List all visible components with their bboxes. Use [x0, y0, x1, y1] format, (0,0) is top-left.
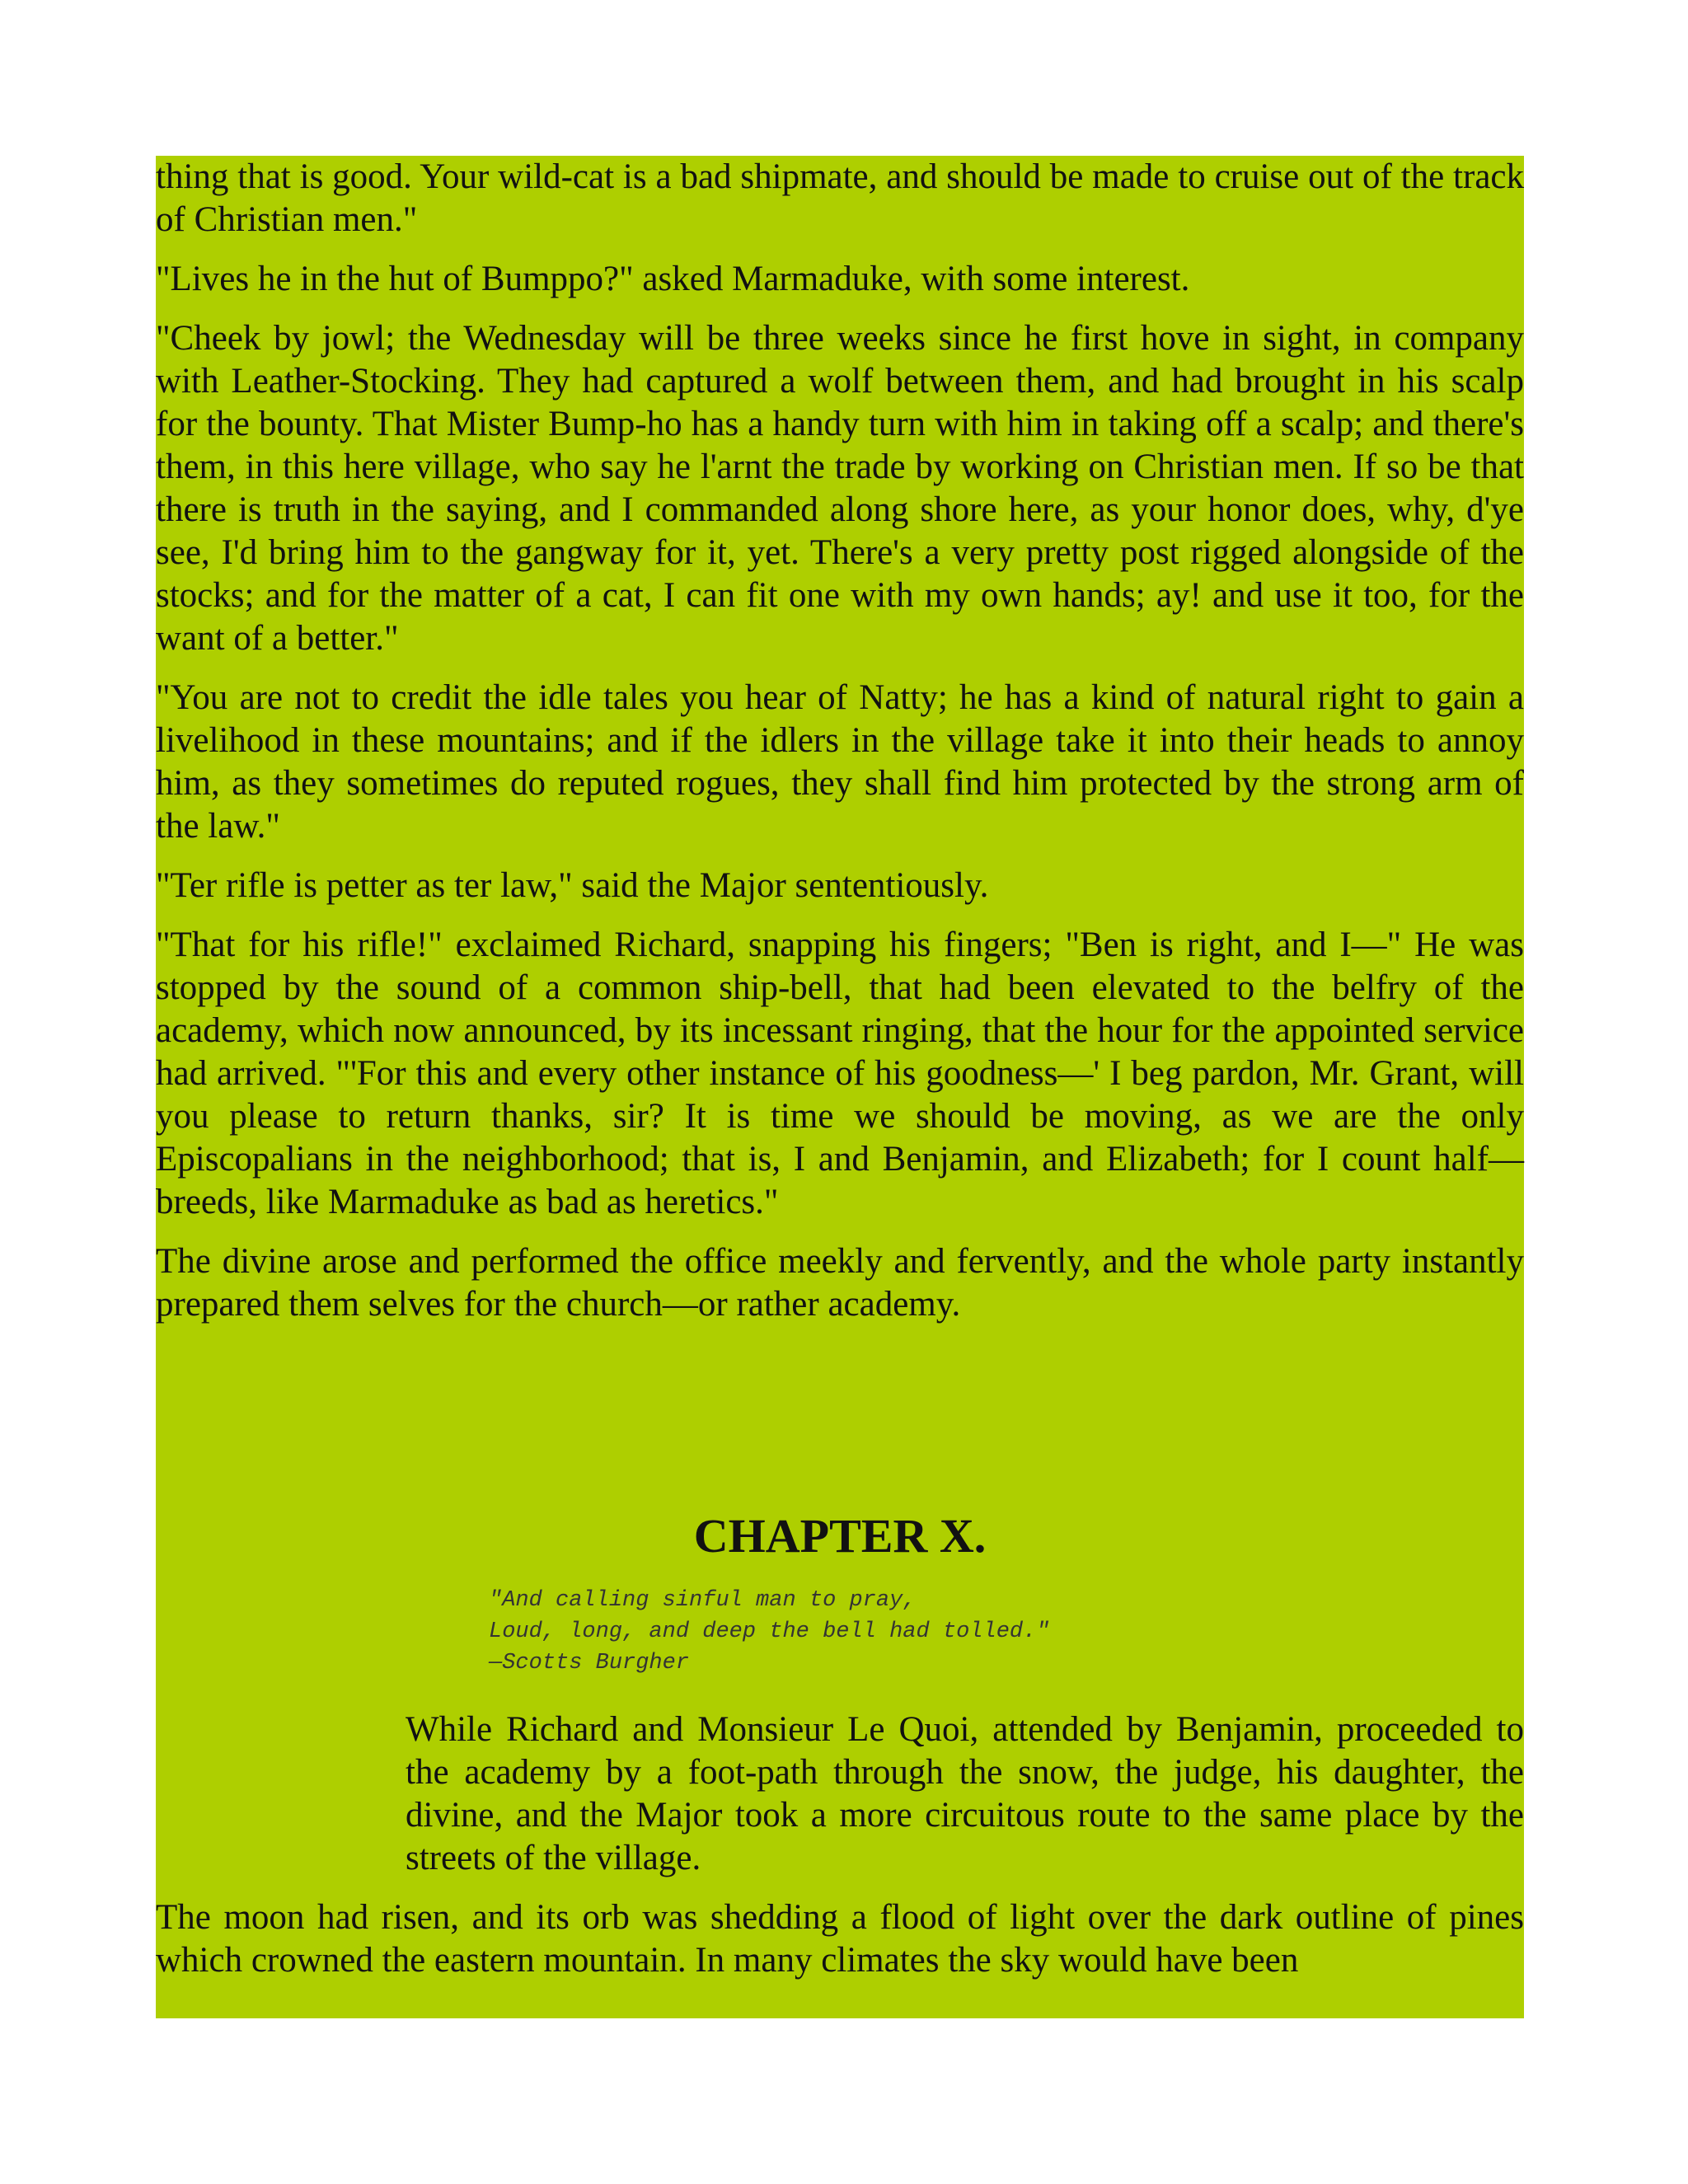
paragraph: thing that is good. Your wild-cat is a bad shipmate, and should be made to cruise out of the track of Christian men." — [156, 157, 1524, 239]
epigraph-line: "And calling sinful man to pray, — [489, 1588, 917, 1613]
epigraph — [489, 1585, 1524, 1679]
book-page — [156, 156, 1524, 2018]
paragraph: "Ter rifle is petter as ter law," said the Major sententiously. — [156, 866, 989, 905]
paragraph: "That for his rifle!" exclaimed Richard, snapping his fingers; "Ben is right, and I—" He was stopped by the sound of a common ship-bell, that had been elevated to the belfry of the academy, which now announced, by its incessant ringing, that the hour for the appointed service had arrived. "'For this and every other instance of his goodness—' I beg pardon, Mr. Grant, will you please to return thanks, sir? It is time we should be moving, as we are the only Episcopalians in the neighborhood; that is, I and Benjamin, and Elizabeth; for I count half—breeds, like Marmaduke as bad as heretics." — [156, 926, 1524, 1221]
paragraph: The divine arose and performed the office meekly and fervently, and the whole party instantly prepared them selves for the church—or rather academy. — [156, 1242, 1524, 1324]
paragraph: "You are not to credit the idle tales you hear of Natty; he has a kind of natural right to gain a livelihood in these mountains; and if the idlers in the village take it into their heads to annoy him, as they sometimes do reputed rogues, they shall find him protected by the strong arm of the law." — [156, 678, 1524, 846]
epigraph-line: Loud, long, and deep the bell had tolled." — [489, 1619, 1050, 1644]
chapter-title: CHAPTER X. — [693, 1509, 987, 1563]
chapter-spacer — [156, 1343, 1524, 1507]
epigraph-attribution: —Scotts Burgher — [489, 1651, 690, 1675]
paragraph: "Cheek by jowl; the Wednesday will be three weeks since he first hove in sight, in company with Leather-Stocking. They had captured a wolf between them, and had brought in his scalp for the bounty. That Mister Bump-ho has a handy turn with him in taking off a scalp; and there's them, in this here village, who say he l'arnt the trade by working on Christian men. If so be that there is truth in the saying, and I commanded along shore here, as your honor does, why, d'ye see, I'd bring him to the gangway for it, yet. There's a very pretty post rigged alongside of the stocks; and for the matter of a cat, I can fit one with my own hands; ay! and use it too, for the want of a better." — [156, 319, 1524, 658]
paragraph-opening: While Richard and Monsieur Le Quoi, attended by Benjamin, proceeded to the academy by a foot-path through the snow, the judge, his daughter, the divine, and the Major took a more circuitous route to the same place by the streets of the village. — [406, 1710, 1524, 1877]
paragraph: "Lives he in the hut of Bumppo?" asked Marmaduke, with some interest. — [156, 260, 1190, 298]
paragraph: The moon had risen, and its orb was shedding a flood of light over the dark outline of pines which crowned the eastern mountain. In many climates the sky would have been — [156, 1898, 1524, 1980]
